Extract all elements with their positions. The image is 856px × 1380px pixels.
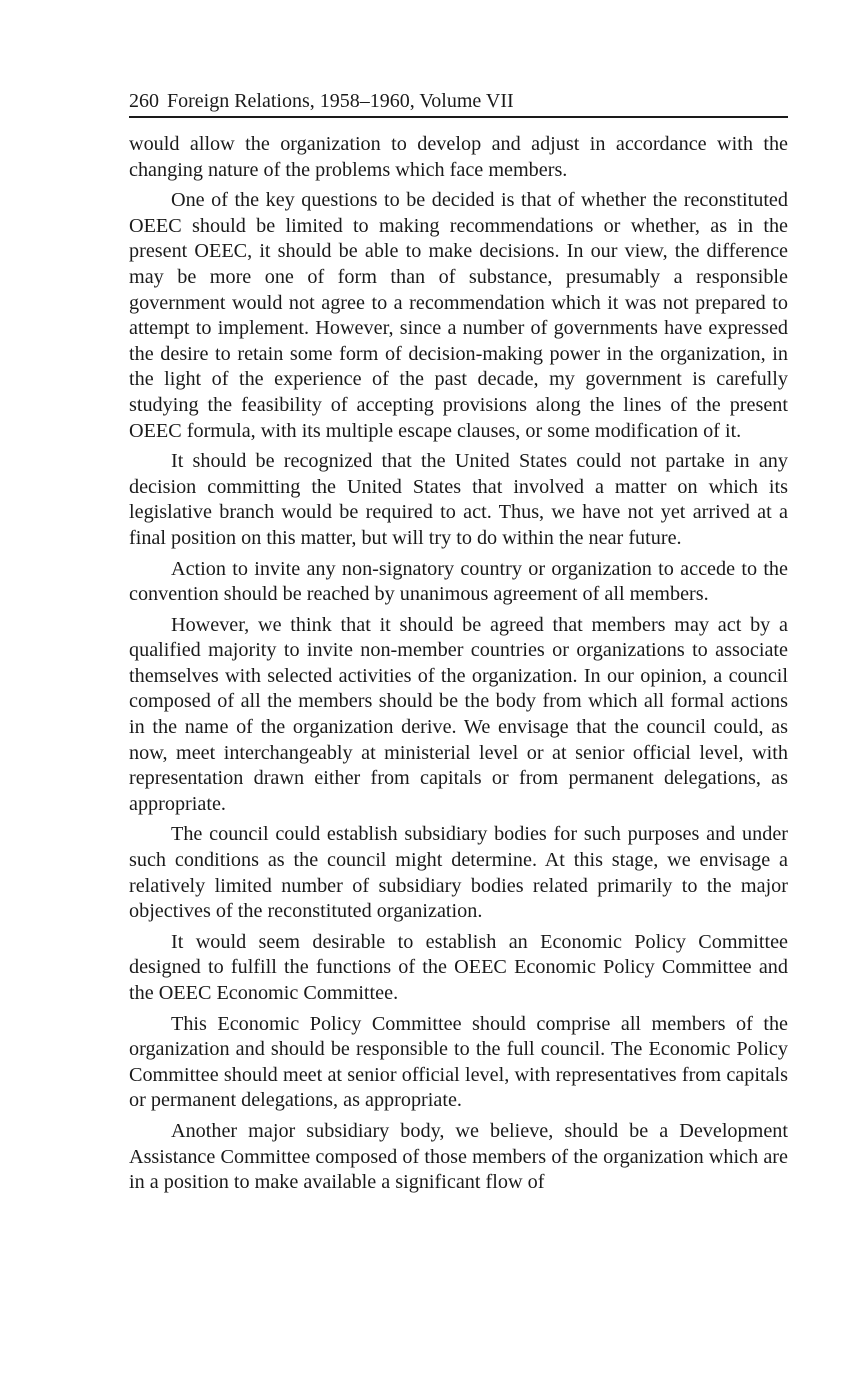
book-title: Foreign Relations, 1958–1960, Volume VII [167, 90, 514, 112]
paragraph: The council could establish subsidiary bodies for such purposes and under such conditions as the council might determine. At this stage, we envisage a relatively limited number of subsidiary bodies related primarily to the major objectives of the reconstituted organization. [129, 823, 788, 923]
paragraph: This Economic Policy Committee should comprise all members of the organization and should be responsible to the full council. The Economic Policy Committee should meet at senior official level, with representatives from capitals or permanent delegations, as appropriate. [129, 1012, 788, 1112]
body-text [129, 132, 788, 1196]
running-head [129, 88, 788, 118]
paragraph: It should be recognized that the United States could not partake in any decision committing the United States that involved a matter on which its legislative branch would be required to act. Thus, we have not yet arrived at a final position on this matter, but will try to do within the near future. [129, 450, 788, 549]
paragraph: Action to invite any non-signatory country or organization to accede to the convention should be reached by unanimous agreement of all members. [129, 557, 788, 606]
paragraph-continued: would allow the organization to develop and adjust in accordance with the changing nature of the problems which face members. [129, 133, 788, 181]
document-page [129, 88, 788, 1201]
paragraph: One of the key questions to be decided is that of whether the reconstituted OEEC should be limited to making recommendations or whether, as in the present OEEC, it should be able to make decisions. In our view, the difference may be more one of form than of substance, presumably a responsible government would not agree to a recommendation which it was not prepared to attempt to implement. However, since a number of governments have expressed the desire to retain some form of decision-making power in the organization, in the light of the experience of the past decade, my government is carefully studying the feasibility of accepting provisions along the lines of the present OEEC formula, with its multiple escape clauses, or some modification of it. [129, 189, 788, 442]
paragraph: However, we think that it should be agreed that members may act by a qualified majority to invite non-member countries or organizations to associate themselves with selected activities of the organization. In our opinion, a council composed of all the members should be the body from which all formal actions in the name of the organization derive. We envisage that the council could, as now, meet interchangeably at ministerial level or at senior official level, with representation drawn either from capitals or from permanent delegations, as appropriate. [129, 613, 788, 815]
paragraph: It would seem desirable to establish an Economic Policy Committee designed to fulfill the functions of the OEEC Economic Policy Committee and the OEEC Economic Committee. [129, 930, 788, 1004]
page-number: 260 [129, 90, 159, 112]
paragraph: Another major subsidiary body, we believe, should be a Development Assistance Committee composed of those members of the organization which are in a position to make available a significant flow of [129, 1119, 788, 1194]
